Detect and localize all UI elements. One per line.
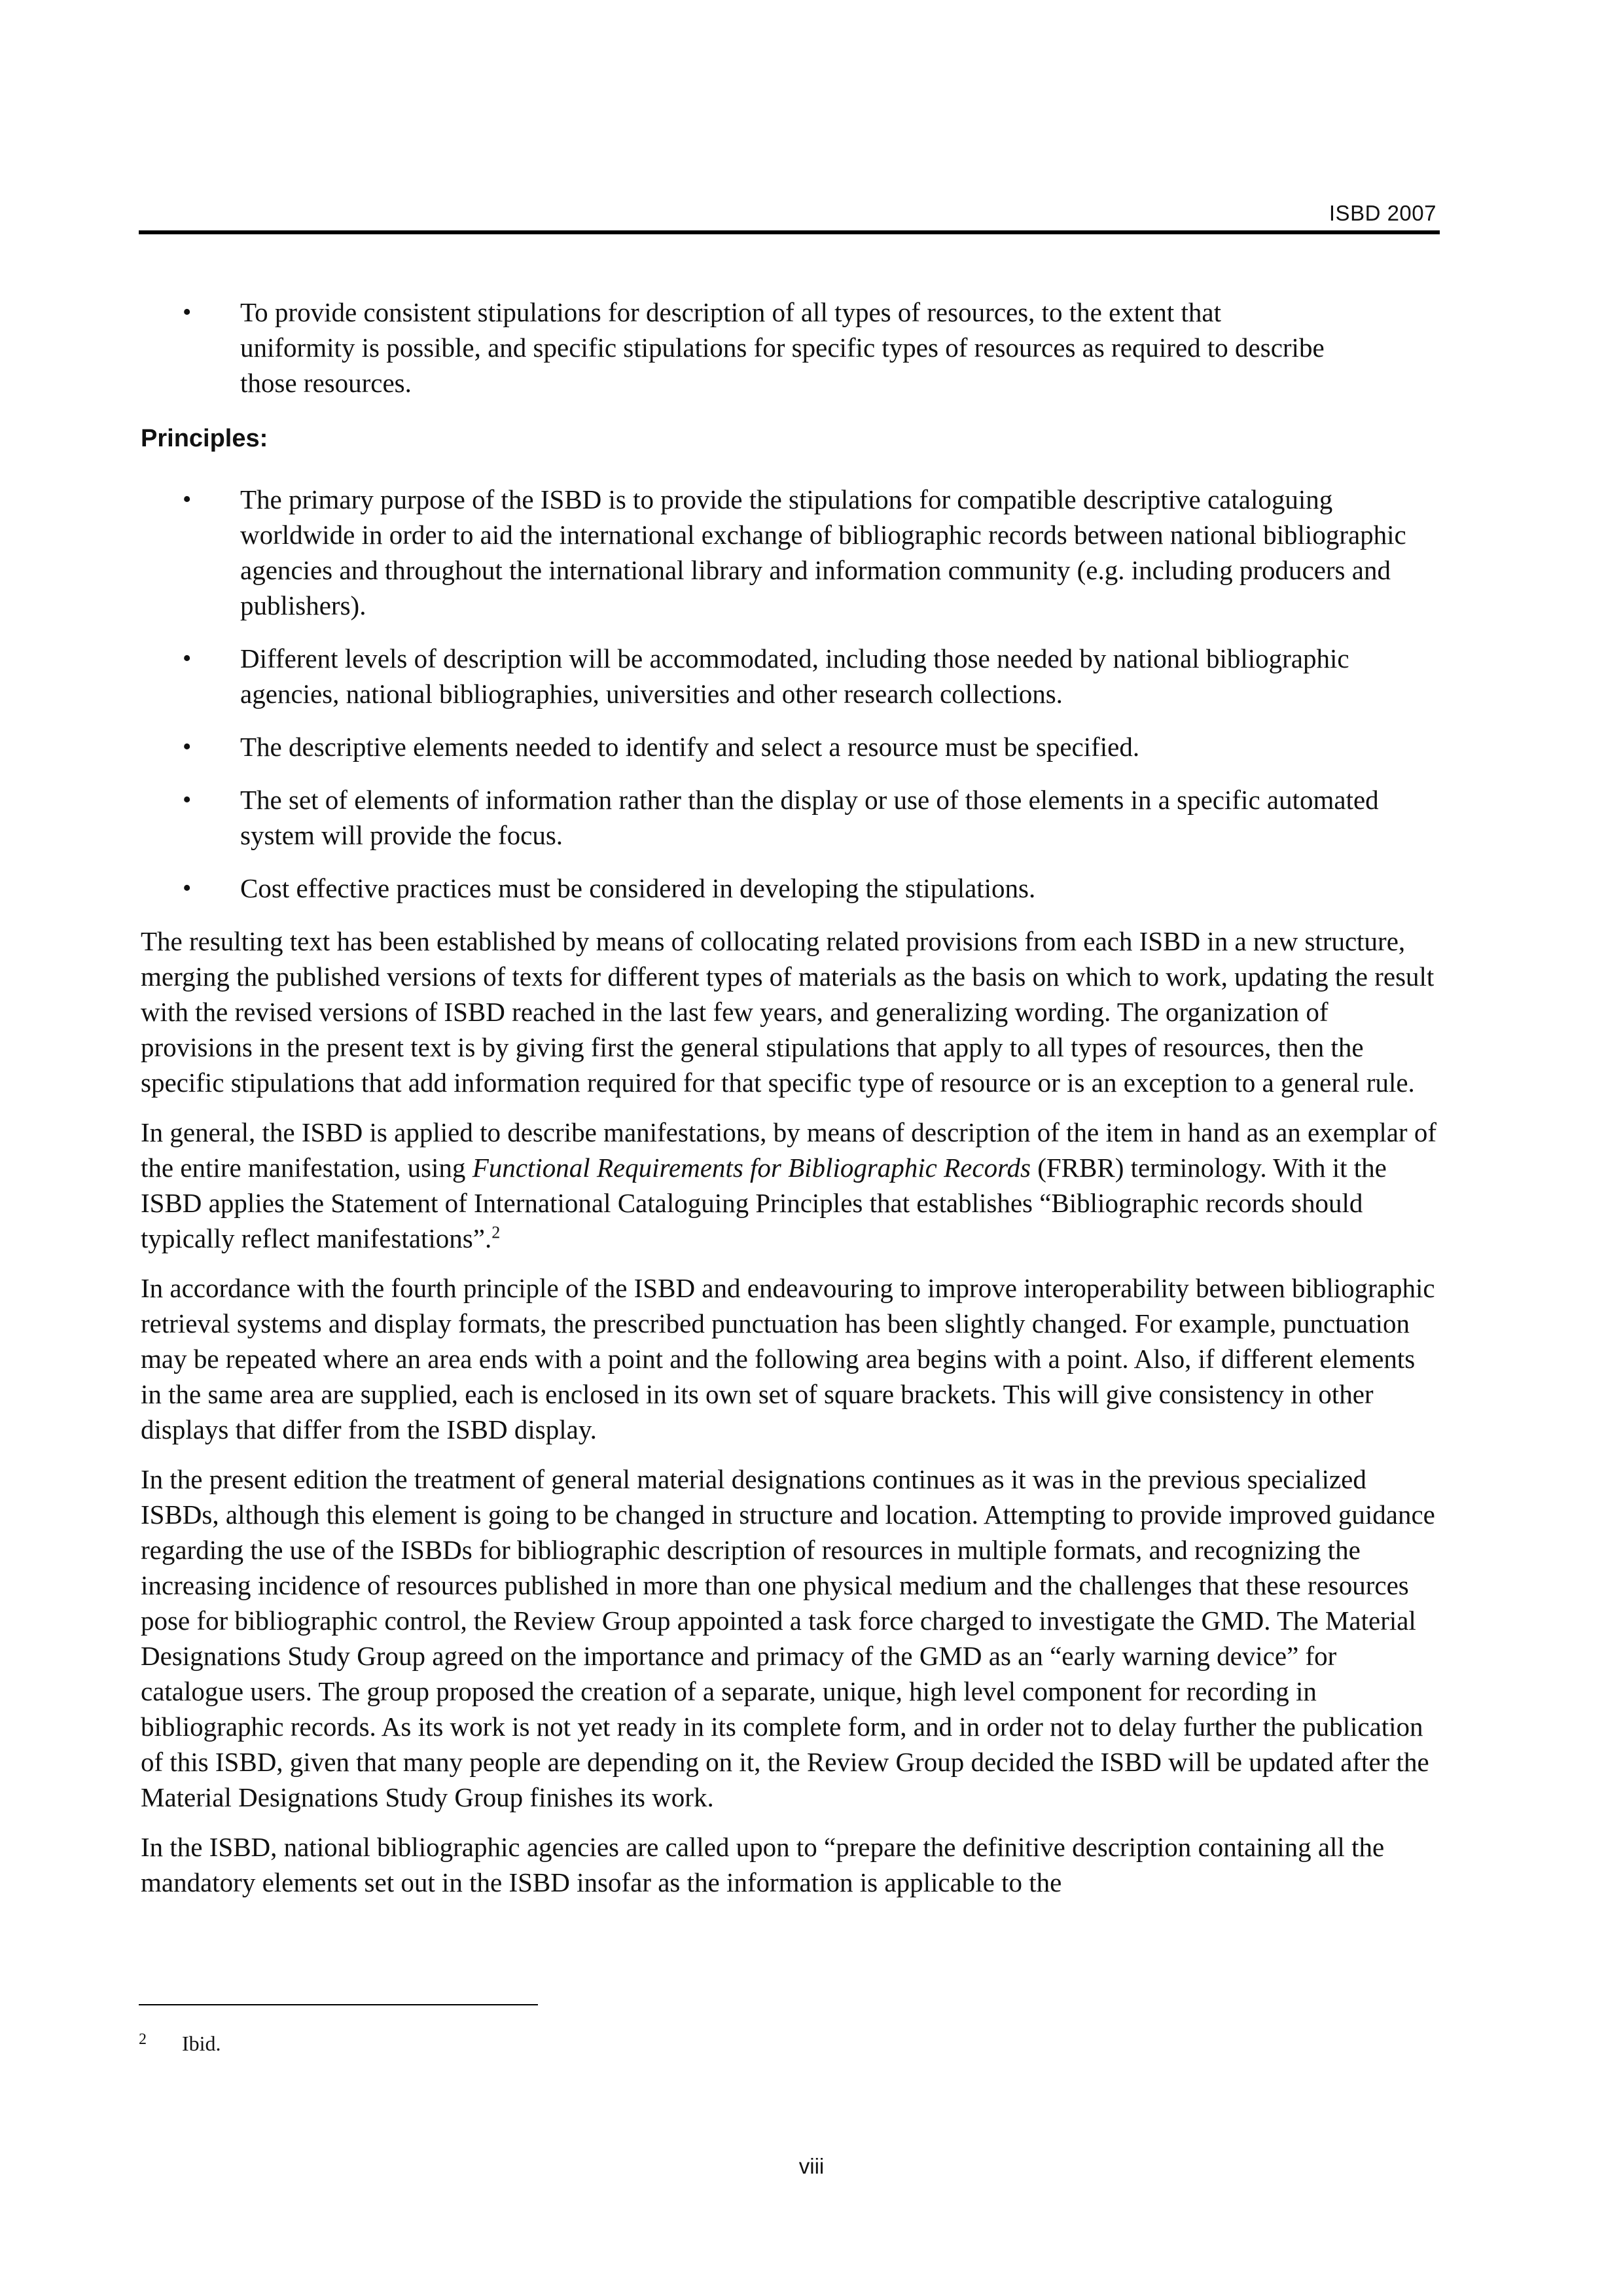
paragraph-punctuation: In accordance with the fourth principle of the ISBD and endeavouring to improve interoperability between bibliographic retrieval systems and display formats, the prescribed punctuation has been slightly changed. For example, punctuation may be repeated where an area ends with a point and the following area begins with a point. Also, if different elements in the same area are supplied, each is enclosed in its own set of square brackets. This will give consistency in other displays that differ from the ISBD display. bbox=[141, 1273, 1435, 1444]
paragraph-material-designations: In the present edition the treatment of general material designations continues as it was in the previous specialized ISBDs, although this element is going to be changed in structure and location. Attempting to provide improved guidance regarding the use of the ISBDs for bibliographic description of resources in multiple formats, and recognizing the increasing incidence of resources published in more than one physical medium and the challenges that these resources pose for bibliographic control, the Review Group appointed a task force charged to investigate the GMD. The Material Designations Study Group agreed on the importance and primacy of the GMD as an “early warning device” for catalogue users. The group proposed the creation of a separate, unique, high level component for recording in bibliographic records. As its work is not yet ready in its complete form, and in order not to delay further the publication of this ISBD, given that many people are depending on it, the Review Group decided the ISBD will be updated after the Material Designations Study Group finishes its work. bbox=[141, 1464, 1435, 1812]
paragraph-national-agencies: In the ISBD, national bibliographic agencies are called upon to “prepare the definitive description containing all the mandatory elements set out in the ISBD insofar as the information is applicable to the bbox=[141, 1832, 1385, 1897]
principles-heading: Principles: bbox=[141, 425, 268, 452]
paragraph-manifestations bbox=[141, 1115, 1440, 1256]
list-item-text: Different levels of description will be accommodated, including those needed by national bibliographic agencies, national bibliographies, universities and other research collections. bbox=[240, 643, 1349, 709]
page-body bbox=[141, 295, 1440, 1914]
bullet-icon: • bbox=[183, 298, 192, 326]
list-item bbox=[141, 482, 1440, 623]
list-item-text: The primary purpose of the ISBD is to provide the stipulations for compatible descriptive cataloguing worldwide in order to aid the international exchange of bibliographic records between national bibliographic agencies and throughout the international library and information community (e.g. including producers and publishers). bbox=[240, 484, 1406, 620]
paragraph-text: In general, the ISBD is applied to describe manifestations, by means of description of the item in hand as an exemplar of the entire manifestation, using bbox=[141, 1117, 1436, 1183]
list-item bbox=[141, 870, 1440, 906]
bullet-icon: • bbox=[183, 786, 192, 814]
bullet-icon: • bbox=[183, 486, 192, 513]
footnote-number: 2 bbox=[139, 2031, 147, 2048]
list-item-text: The descriptive elements needed to identify and select a resource must be specified. bbox=[240, 732, 1140, 762]
list-item bbox=[141, 295, 1440, 401]
principles-list bbox=[141, 482, 1440, 906]
running-header: ISBD 2007 bbox=[1329, 201, 1436, 225]
footnote-text: Ibid. bbox=[182, 2032, 221, 2055]
paragraph-resulting-text: The resulting text has been established by means of collocating related provisions from each ISBD in a new structure, merging the published versions of texts for different types of materials as the basis on which to work, updating the result with the revised versions of ISBD reached in the last few years, and generalizing wording. The organization of provisions in the present text is by giving first the general stipulations that apply to all types of resources, then the specific stipulations that add information required for that specific type of resource or is an exception to a general rule. bbox=[141, 926, 1435, 1098]
frbr-title: Functional Requirements for Bibliographic Records bbox=[472, 1153, 1031, 1183]
footnote bbox=[139, 2030, 221, 2056]
list-item-text: The set of elements of information rather than the display or use of those elements in a specific automated system will provide the focus. bbox=[240, 785, 1379, 850]
footnote-reference[interactable]: 2 bbox=[491, 1223, 501, 1242]
list-item-text: Cost effective practices must be considered in developing the stipulations. bbox=[240, 873, 1036, 903]
footnote-rule bbox=[139, 2004, 538, 2005]
list-item bbox=[141, 641, 1440, 711]
list-item bbox=[141, 782, 1440, 853]
header-rule bbox=[139, 230, 1440, 234]
intro-bullet-list bbox=[141, 295, 1440, 401]
page-number: viii bbox=[798, 2154, 825, 2178]
paragraph-text: (FRBR) terminology. With it the ISBD applies the Statement of International Cataloguing Principles that establishes “Bibliographic records should typically reflect manifestations”. bbox=[141, 1153, 1387, 1253]
list-item-text: To provide consistent stipulations for description of all types of resources, to the extent that uniformity is possible, and specific stipulations for specific types of resources as required to describe those resources. bbox=[240, 297, 1325, 398]
list-item bbox=[141, 729, 1440, 764]
bullet-icon: • bbox=[183, 645, 192, 672]
bullet-icon: • bbox=[183, 874, 192, 902]
bullet-icon: • bbox=[183, 733, 192, 761]
